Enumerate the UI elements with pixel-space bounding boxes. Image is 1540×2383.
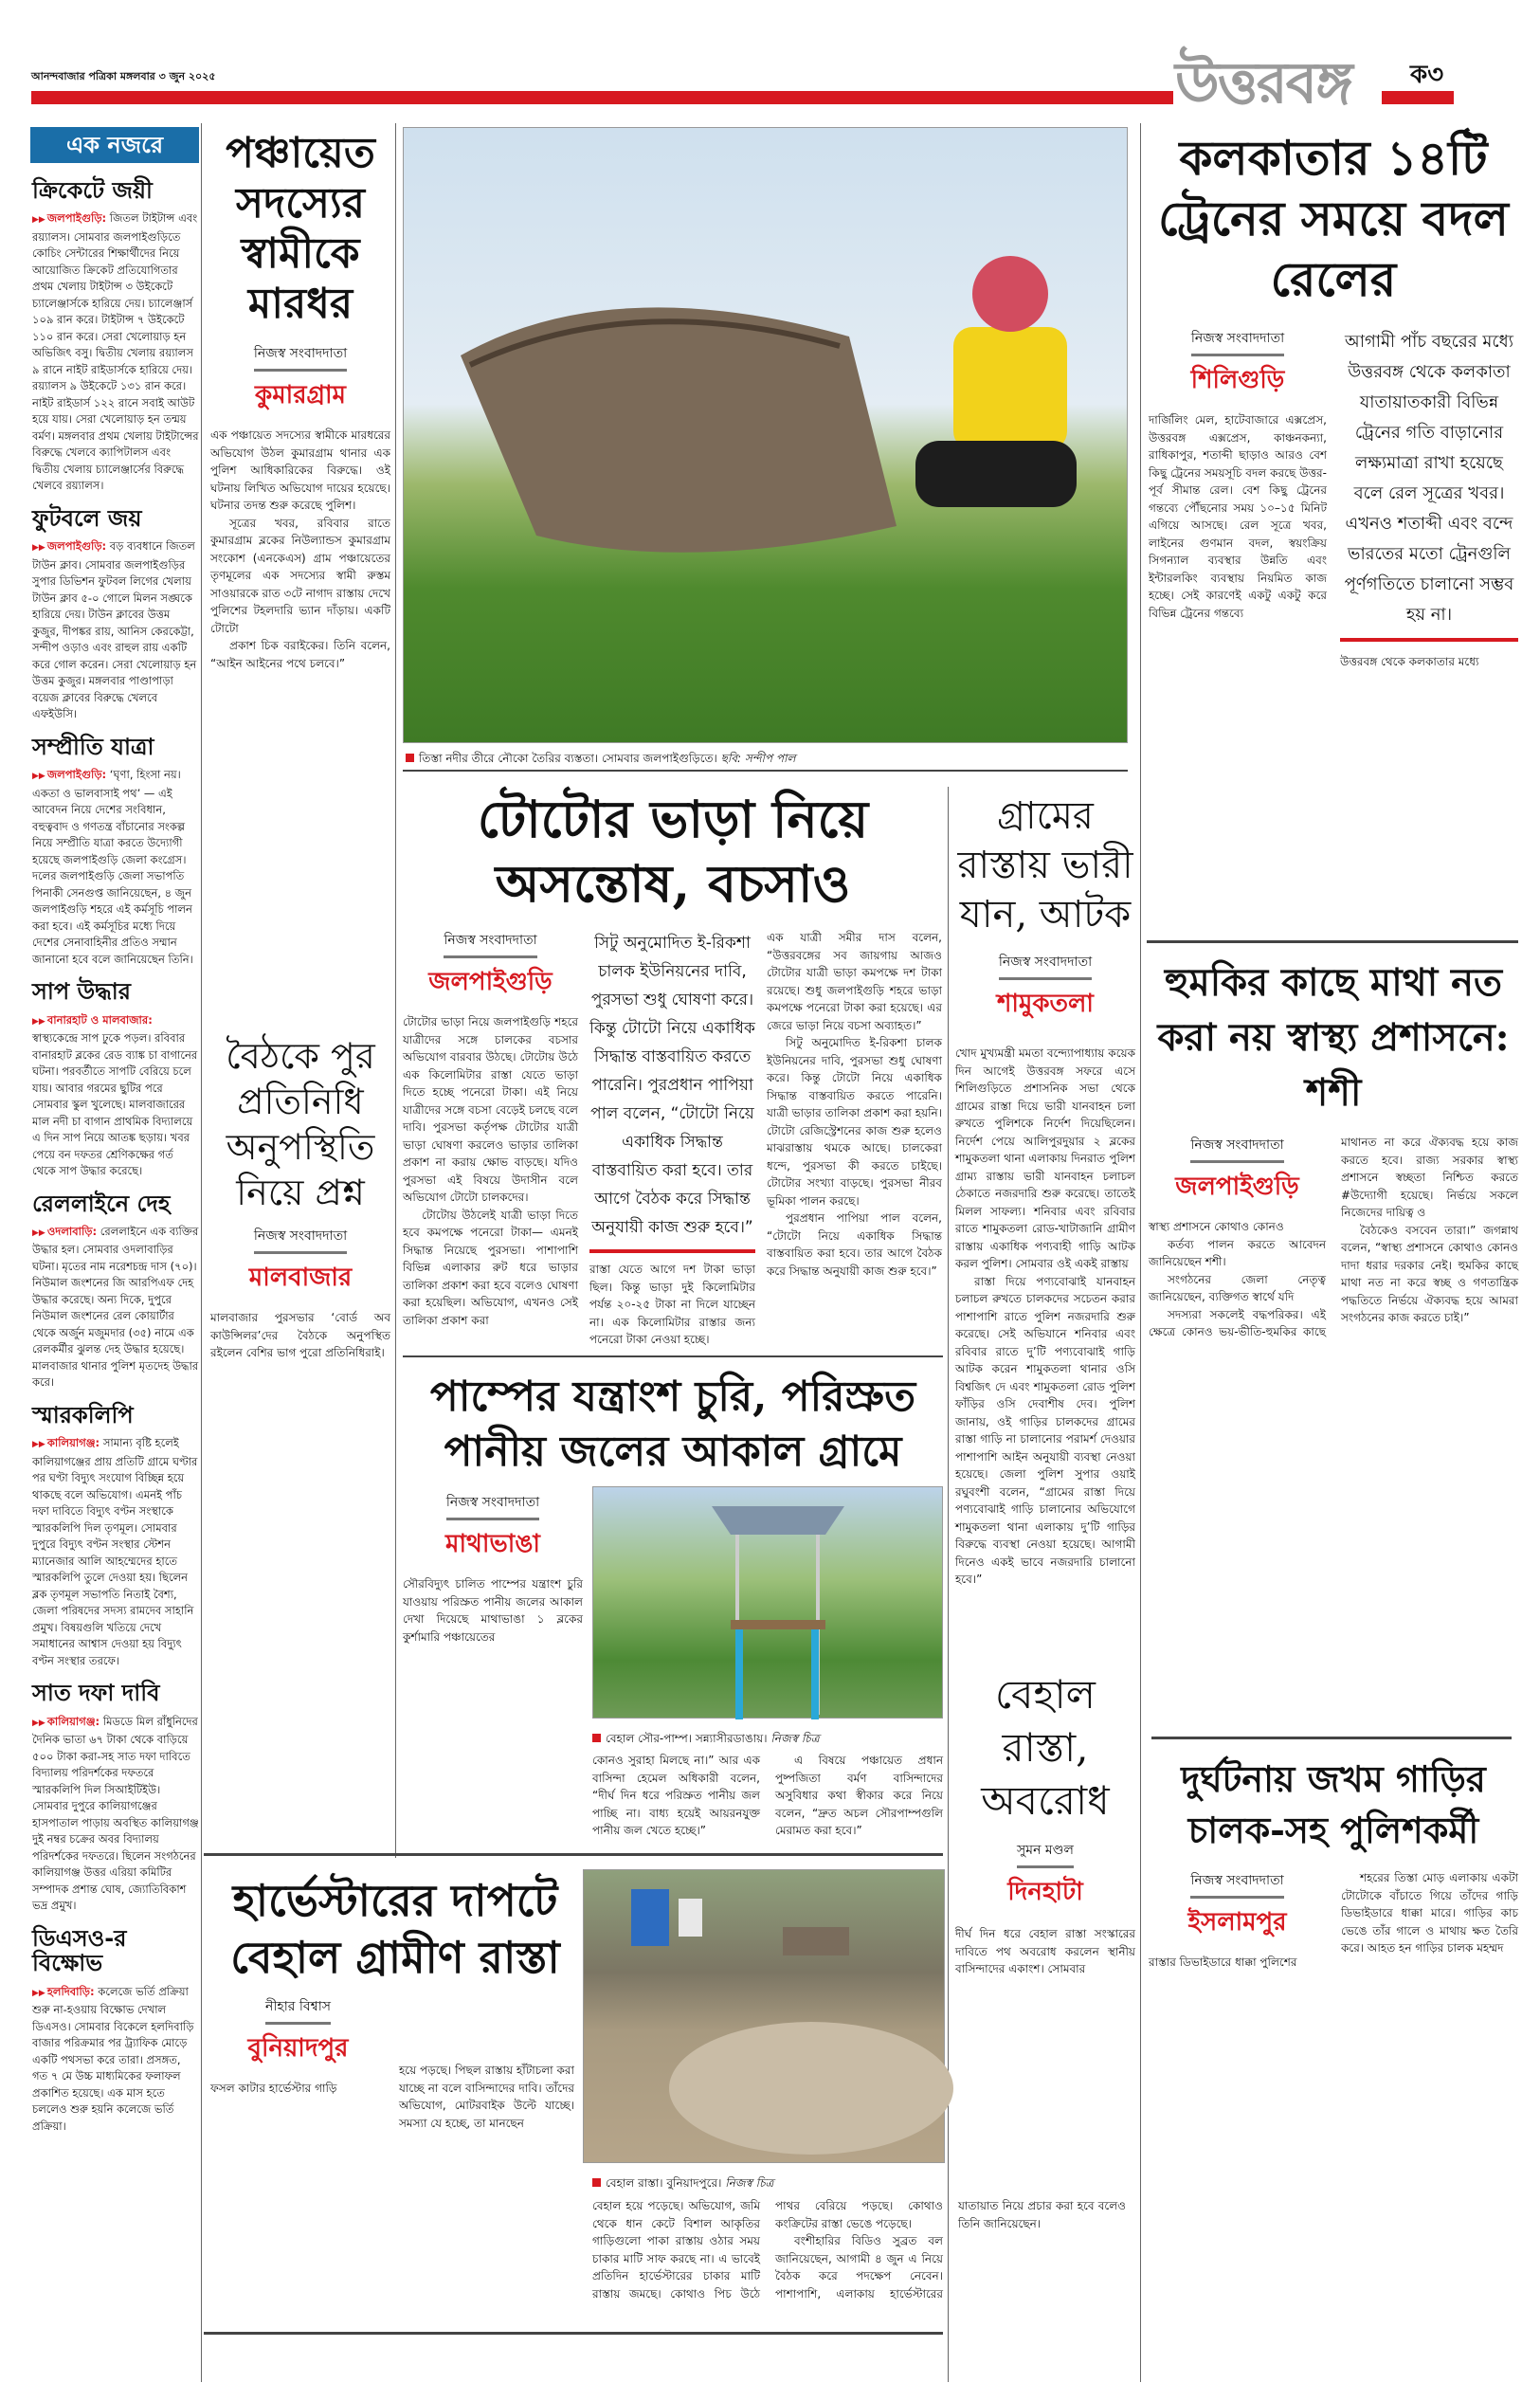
byline: নিজস্ব সংবাদদাতা	[1190, 1134, 1283, 1163]
brief-item	[32, 178, 199, 495]
byline: নিজস্ব সংবাদদাতা	[446, 1491, 539, 1520]
paragraph: বংশীহারির বিডিও সুব্রত বল জানিয়েছেন, আগামী ৪ জুন এ নিয়ে বৈঠক করে পদক্ষেপ নেবেন। পাশাপাশি, এলাকায় হার্ভেস্টারের যাতায়াত নিয়ে প্রচার করা হবে বলেও তিনি জানিয়েছেন।	[775, 2199, 1126, 2301]
pull-quote: সিটু অনুমোদিত ই-রিকশা চালক ইউনিয়নের দাবি, পুরসভা শুধু ঘোষণা করে। কিন্তু টোটো নিয়ে একাধিক সিদ্ধান্ত বাস্তবায়িত করতে পারেনি। পুরপ্রধান পাপিয়া পাল বলেন, “টোটো নিয়ে একাধিক সিদ্ধান্ত বাস্তবায়িত করা হবে। তার আগে বৈঠক করে সিদ্ধান্ত অনুযায়ী কাজ শুরু হবে।”	[589, 929, 755, 1253]
dateline: কুমারগ্রাম	[255, 381, 346, 409]
paragraph: উত্তরবঙ্গ থেকে কলকাতার মধ্যে	[1340, 655, 1479, 668]
caption-text: তিস্তা নদীর তীরে নৌকো তৈরির ব্যস্ততা। সোমবার জলপাইগুড়িতে।	[419, 752, 717, 765]
divider	[403, 1355, 943, 1357]
paragraph: এক যাত্রী সমীর দাস বলেন, “উত্তরবঙ্গের সব জায়গায় আজও টোটোর যাত্রী ভাড়া কমপক্ষে দশ টাকা রয়েছে। শুধু জলপাইগুড়ি শহরে ভাড়া কমপক্ষে পনেরো টাকা করা হয়েছে। এর জেরে ভাড়া নিয়ে বচসা অব্যাহত।”	[767, 931, 942, 1032]
brief-text: জিতল টাইটান্স এবং রয়্যালস। সোমবার জলপাইগুড়িতে কোচিং সেন্টারের শিক্ষার্থীদের নিয়ে আয়োজিত ক্রিকেট প্রতিযোগিতার প্রথম খেলায় টাইটান্স ৩ উইকেটে চ্যালেঞ্জার্সকে হারিয়ে দেয়। চ্যালেঞ্জার্স ১০৯ রান করে। টাইটান্স ৭ উইকেটে ১১০ রান করে। সেরা খেলোয়াড় হন অভিজিৎ বসু। দ্বিতীয় খেলায় রয়্যালস ৯ রানে নাইট রাইডার্সকে হারিয়ে দেয়। রয়্যালস ৯ উইকেটে ১৩১ রান করে। নাইট রাইডার্স ১২২ রানে সবাই আউট হয়ে যায়। সেরা খেলোয়াড় হন তন্ময় বর্মণ। মঙ্গলবার প্রথম খেলায় টাইটান্সের বিরুদ্ধে খেলবে ক্যাপিটালস এবং দ্বিতীয় খেলায় চ্যালেঞ্জার্সের বিরুদ্ধে খেলবে রয়্যালস।	[32, 211, 199, 493]
story-body	[403, 1575, 583, 1803]
caption-text: বেহাল সৌর-পাম্প। সন্ন্যাসীরডাঙায়।	[606, 1732, 768, 1745]
dateline: জলপাইগুড়ি	[428, 968, 553, 996]
paragraph: সদস্যরা সকলেই বদ্ধপরিকর। এই ক্ষেত্রে কোনও ভয়-ভীতি-হুমকির কাছে মাথানত না করে ঐক্যবদ্ধ হয়ে কাজ করতে হবে। রাজ্য সরকার স্বাস্থ্য প্রশাসনে স্বচ্ছতা নিশ্চিত করতে #উদ্যোগী হয়েছে। নির্ভয়ে সকলে নিজেদের দায়িত্ব ও	[1149, 1136, 1518, 1338]
column-rule	[395, 123, 396, 1858]
byline: নিজস্ব সংবাদদাতা	[444, 929, 536, 958]
byline: নিজস্ব সংবাদদাতা	[254, 342, 347, 372]
column-rule	[1140, 123, 1141, 2382]
section-logo: উত্তরবঙ্গ	[1175, 50, 1351, 117]
dateline: মাথাভাঙা	[445, 1530, 540, 1558]
divider	[1147, 940, 1518, 943]
paragraph: শহরের তিস্তা মোড় এলাকায় একটা টোটোকে বাঁচাতে গিয়ে তাঁদের গাড়ি ডিভাইডারে ধাক্কা মারে। গাড়ির কাচ ভেঙে তাঁর গালে ও মাথায় ক্ষত তৈরি করে। আহত হন গাড়ির চালক মহম্মদ	[1341, 1871, 1518, 1955]
byline: নিজস্ব সংবাদদাতা	[999, 951, 1092, 980]
divider	[204, 1853, 943, 1856]
photo-credit: নিজস্ব চিত্র	[725, 2176, 774, 2190]
brief-place: ▶▶ ওদলাবাড়ি:	[32, 1225, 97, 1238]
brief-text: ‘ঘৃণা, হিংসা নয়। একতা ও ভালবাসাই পথ’ — এই আবেদন নিয়ে দেশের সংবিধান, বহুত্ববাদ ও গণতন্ত্র বাঁচানোর সংকল্প নিয়ে সম্প্রীতি যাত্রা করতে উদ্যোগী হয়েছে জলপাইগুড়ি জেলা কংগ্রেস। দলের জলপাইগুড়ি জেলা সভাপতি পিনাকী সেনগুপ্ত জানিয়েছেন, ৪ জুন জলপাইগুড়ি শহরে এই কর্মসূচি পালন করা হবে। এই কর্মসূচির মধ্যে দিয়ে দেশের সেনাবাহিনীর প্রতিও সম্মান জানানো হবে বলে জানিয়েছেন তিনি।	[32, 768, 193, 966]
story-boithoke	[210, 1033, 390, 1811]
story-humki	[1149, 955, 1518, 1740]
headline: গ্রামের রাস্তায় ভারী যান, আটক	[957, 794, 1133, 937]
story-body	[1149, 1869, 1518, 2372]
road-photo-caption	[592, 2175, 773, 2194]
brief-headline: সাত দফা দাবি	[32, 1680, 160, 1707]
brief-text: বড় ব্যবধানে জিতল টাউন ক্লাব। সোমবার জলপাইগুড়ির সুপার ডিভিশন ফুটবল লিগের খেলায় টাউন ক্লাব ৫-০ গোলে মিলন সঙ্ঘকে হারিয়ে দেয়। টাউন ক্লাবের উত্তম কুজুর, দীপঙ্কর রায়, আনিস কেরকেট্টা, সন্দীপ ওড়াও এবং রাহুল রায় একটি করে গোল করেন। সেরা খেলোয়াড় হন উত্তম কুজুর। মঙ্গলবার পাণ্ডাপাড়া বয়েজ ক্লাবের বিরুদ্ধে খেলবে এফইউসি।	[32, 539, 197, 721]
brief-item	[32, 506, 199, 723]
brief-item	[32, 1926, 199, 2135]
caption-text: বেহাল রাস্তা। বুনিয়াদপুরে।	[606, 2176, 722, 2190]
story-kolkata	[1149, 128, 1518, 904]
headline: হুমকির কাছে মাথা নত করা নয় স্বাস্থ্য প্রশাসনে: শশী	[1157, 960, 1510, 1115]
paragraph: সিটু অনুমোদিত ই-রিকশা চালক ইউনিয়নের দাবি, পুরসভা শুধু ঘোষণা করে। কিন্তু টোটো নিয়ে একাধিক সিদ্ধান্ত বাস্তবায়িত করতে পারেনি। যাত্রী ভাড়ার তালিকা প্রকাশ করা হয়নি। টোটো রেজিস্ট্রেশনের কাজ শুরু হলেও মাঝরাস্তায় থমকে আছে। চালকেরা ধন্দে, পুরসভা কী করতে চাইছে। টোটোর সংখ্যা বাড়ছে। পুরসভা নীরব ভূমিকা পালন করছে।	[767, 1036, 942, 1208]
paragraph: হয়ে পড়ছে। পিছল রাস্তায় হাঁটাচলা করা যাচ্ছে না বলে বাসিন্দাদের দাবি। তাঁদের অভিযোগ, মোটরবাইক উল্টে যাচ্ছে। সমস্যা যে হচ্ছে, তা মানছেন	[399, 2064, 574, 2130]
brief-headline: সম্প্রীতি যাত্রা	[32, 733, 154, 760]
paragraph: কর্তব্য পালন করতে আবেদন জানিয়েছেন শশী।	[1149, 1237, 1326, 1268]
headline: বেহাল রাস্তা, অবরোধ	[981, 1671, 1110, 1824]
brief-text: কলেজে ভর্তি প্রক্রিয়া শুরু না-হওয়ায় বিক্ষোভ দেখাল ডিএসও। সোমবার বিকেলে হলদিবাড়ি বাজার পরিক্রমার পর ট্র্যাফিক মোড়ে একটি পথসভা করে তারা। প্রসঙ্গত, গত ৭ মে উচ্চ মাধ্যমিকের ফলাফল প্রকাশিত হয়েছে। এক মাস হতে চললেও শুরু হয়নি কলেজে ভর্তি প্রক্রিয়া।	[32, 1984, 194, 2133]
story-body	[210, 1309, 390, 1811]
story-body	[210, 427, 390, 986]
paragraph: কোনও সুরাহা মিলছে না।” আর এক বাসিন্দা হেমেল অধিকারী বলেন, “দীর্ঘ দিন ধরে পরিস্রুত পানীয় জল পাচ্ছি না। বাধ্য হয়েই আয়রনযুক্ত পানীয় জল খেতে হচ্ছে।”	[592, 1754, 760, 1837]
paragraph: সূত্রের খবর, রবিবার রাতে কুমারগ্রাম ব্লকের নিউল্যান্ডস কুমারগ্রাম সংকোশ (এনকেএস) গ্রাম পঞ্চায়েতের তৃণমূলের এক সদস্যের স্বামী রুস্তম সাওয়ারকে রাত ৩টে নাগাদ রাস্তায় দেখে পুলিশের টহলদারি ভ্যান দাঁড়ায়। একটি টোটো	[210, 516, 390, 635]
paragraph: স্বাস্থ্য প্রশাসনে কোথাও কোনও	[1149, 1220, 1284, 1233]
dateline: শামুকতলা	[997, 990, 1094, 1018]
date-line: আনন্দবাজার পত্রিকা মঙ্গলবার ৩ জুন ২০২৫	[31, 70, 216, 82]
byline: নিজস্ব সংবাদদাতা	[254, 1225, 347, 1254]
paragraph: এ বিষয়ে পঞ্চায়েত প্রধান পুষ্পজিতা বর্মণ বাসিন্দাদের অসুবিধার কথা স্বীকার করে নিয়ে বলেন, “দ্রুত অচল সৌরপাম্পগুলি মেরামত করা হবে।”	[775, 1754, 943, 1837]
photo-credit: ছবি: সন্দীপ পাল	[720, 752, 796, 765]
byline: নিজস্ব সংবাদদাতা	[1191, 327, 1284, 356]
paragraph: খোদ মুখ্যমন্ত্রী মমতা বন্দ্যোপাধ্যায় কয়েক দিন আগেই উত্তরবঙ্গ সফরে এসে শিলিগুড়িতে প্রশাসনিক সভা থেকে গ্রামের রাস্তা দিয়ে ভারী যানবাহন চলা রুখতে পুলিশকে নির্দেশ দিয়েছিলেন। নির্দেশ পেয়ে আলিপুরদুয়ার ২ ব্লকের শামুকতলা থানা এলাকায় দিনরাত পুলিশ গ্রাম্য রাস্তায় ভারী যানবাহন চলাচল ঠেকাতে নজরদারি শুরু করেছে। তাতেই মিলল সাফল্য। শনিবার এবং রবিবার রাতে শামুকতলা রোড-খাটাজানি গ্রামীণ রাস্তায় একাধিক পণ্যবাহী গাড়ি আটক করল পুলিশ। সোমবার ওই একই রাস্তায়	[955, 1046, 1135, 1270]
brief-headline: ক্রিকেটে জয়ী	[32, 177, 153, 204]
brief-text: মিডডে মিল রাঁধুনিদের দৈনিক ভাতা ৬৭ টাকা থেকে বাড়িয়ে ৫০০ টাকা করা-সহ সাত দফা দাবিতে বিদ্যালয় পরিদর্শকের দফতরে স্মারকলিপি দিল সিআইটিইউ। সোমবার দুপুরে কালিয়াগঞ্জের হাসপাতাল পাড়ায় অবস্থিত কালিয়াগঞ্জ দুই নম্বর চক্রের অবর বিদ্যালয় পরিদর্শকের দফতরে। ছিলেন সংগঠনের কালিয়াগঞ্জ উত্তর এরিয়া কমিটির সম্পাদক প্রশান্ত ঘোষ, জ্যোতিবিকাশ ভদ্র প্রমুখ।	[32, 1714, 199, 1913]
brief-item	[32, 1681, 199, 1914]
brief-item	[32, 735, 199, 968]
paragraph: মালবাজার পুরসভার ‘বোর্ড অব কাউন্সিলর’দের বৈঠকে অনুপস্থিত রইলেন বেশির ভাগ পুরো প্রতিনিধিরাই।	[210, 1311, 390, 1359]
column-rule	[201, 123, 202, 2382]
paragraph: টোটোয় উঠলেই যাত্রী ভাড়া দিতে হবে কমপক্ষে পনেরো টাকা— এমনই সিদ্ধান্ত নিয়েছে পুরসভা। পাশাপাশি বিভিন্ন এলাকার রুট ধরে ভাড়ার তালিকা প্রকাশ করা হবে বলেও ঘোষণা করা হয়েছিল। অভিযোগ, এখনও সেই তালিকা প্রকাশ করা	[403, 1208, 578, 1327]
brief-item	[32, 1403, 199, 1669]
story-toto	[403, 787, 943, 1469]
story-body	[955, 1925, 1135, 2352]
brief-headline: সাপ উদ্ধার	[32, 978, 131, 1006]
story-panchayat	[210, 128, 390, 986]
paragraph: রাস্তার ডিভাইডারে ধাক্কা পুলিশের	[1149, 1956, 1297, 1969]
brief-place: ▶▶ কালিয়াগঞ্জ:	[32, 1436, 100, 1449]
boat-illustration	[404, 128, 1129, 744]
header-red-bar	[31, 91, 1173, 104]
dateline: শিলিগুড়ি	[1190, 366, 1285, 394]
dateline: দিনহাটা	[1007, 1878, 1083, 1906]
harvester-body-bottom	[592, 2197, 1126, 2330]
dateline: বুনিয়াদপুর	[247, 2034, 349, 2063]
story-body	[589, 1261, 755, 1346]
brief-list	[32, 169, 199, 2146]
brief-text: সামান্য বৃষ্টি হলেই কালিয়াগঞ্জের প্রায় প্রতিটি গ্রামে ঘণ্টার পর ঘণ্টা বিদ্যুৎ সংযোগ বিচ্ছিন্ন হয়ে থাকছে বলে অভিযোগ। এমনই পাঁচ দফা দাবিতে বিদ্যুৎ বণ্টন সংস্থাকে স্মারকলিপি দিল তৃণমূল। সোমবার দুপুরে বিদ্যুৎ বণ্টন সংস্থার স্টেশন ম্যানেজার আলি আহম্মেদের হাতে স্মারকলিপি তুলে দেওয়া হয়। ছিলেন ব্লক তৃণমূল সভাপতি নিতাই বৈশ্য, জেলা পরিষদের সদস্য রামদেব সাহানি প্রমুখ। বিষয়গুলি খতিয়ে দেখে সমাধানের আশ্বাস দেওয়া হয় বিদ্যুৎ বণ্টন সংস্থার তরফে।	[32, 1436, 198, 1667]
brief-place: ▶▶ কালিয়াগঞ্জ:	[32, 1715, 100, 1728]
paragraph: বেহাল হয়ে পড়েছে। অভিযোগ, জমি থেকে ধান কেটে বিশাল আকৃতির গাড়িগুলো পাকা রাস্তায় ওঠার সময় চাকার মাটি সাফ করছে না। এ ভাবেই প্রতিদিন হার্ভেস্টারের চাকার মাটি রাস্তায় জমছে। কোথাও পিচ উঠে পাথর বেরিয়ে পড়ছে। কোথাও কংক্রিটের রাস্তা ভেঙে পড়েছে।	[592, 2199, 943, 2301]
brief-text: রেললাইনে এক ব্যক্তির উদ্ধার হল। সোমবার ওদলাবাড়ির ঘটনা। মৃতের নাম নরেশচন্দ্র দাস (৭০)। নিউমাল জংশনের জি আরপিএফ দেহ উদ্ধার করেছে। অন্য দিকে, দুপুরে নিউমাল জংশনের রেল কোয়ার্টার থেকে অর্জুন মজুমদার (৩৫) নামে এক রেলকর্মীর ঝুলন্ত দেহ উদ্ধার হয়েছে। মালবাজার থানার পুলিশ মৃতদেহ উদ্ধার করে।	[32, 1224, 199, 1390]
headline: পাম্পের যন্ত্রাংশ চুরি, পরিস্রুত পানীয় জলের আকাল গ্রামে	[429, 1373, 916, 1476]
paragraph: রাস্তা দিয়ে পণ্যবোঝাই যানবাহন চলাচল রুখতে চালকদের সচেতন করার পাশাপাশি রাতে পুলিশ নজরদারি শুরু করেছে। সেই অভিযানে শনিবার এবং রবিবার রাতে দু’টি পণ্যবোঝাই গাড়ি আটক করেন শামুকতলা থানার ওসি বিশ্বজিৎ দে এবং শামুকতলা রোড পুলিশ ফাঁড়ির ওসি দেবাশীষ দেব। পুলিশ জানায়, ওই গাড়ির চালকদের গ্রামের রাস্তা গাড়ি না চালানোর পরামর্শ দেওয়ার পাশাপাশি আইন অনুযায়ী ব্যবস্থা নেওয়া হয়েছে। জেলা পুলিশ সুপার ওয়াই রঘুবংশী বলেন, “গ্রামের রাস্তা দিয়ে পণ্যবোঝাই গাড়ি চালানোর অভিযোগে শামুকতলা থানা এলাকায় দু’টি গাড়ির বিরুদ্ধে ব্যবস্থা নেওয়া হয়েছে। আগামী দিনেও একই ভাবে নজরদারি চালানো হবে।”	[955, 1274, 1135, 1586]
pump-photo	[592, 1486, 943, 1719]
story-body	[403, 1013, 578, 1411]
headline: কলকাতার ১৪টি ট্রেনের সময়ে বদল রেলের	[1158, 130, 1509, 307]
story-harvester	[210, 1872, 580, 2383]
column-rule	[948, 787, 949, 2382]
headline: হার্ভেস্টারের দাপটে বেহাল গ্রামীণ রাস্তা	[230, 1875, 560, 1983]
headline: পঞ্চায়েত সদস্যের স্বামীকে মারধর	[226, 129, 375, 328]
story-body	[399, 1995, 574, 2365]
brief-place: ▶▶ জলপাইগুড়ি:	[32, 539, 106, 553]
brief-headline: ডিএসও-র বিক্ষোভ	[32, 1924, 127, 1977]
dateline: জলপাইগুড়ি	[1175, 1173, 1299, 1201]
story-body	[210, 2080, 386, 2383]
brief-item	[32, 979, 199, 1179]
pull-quote: আগামী পাঁচ বছরের মধ্যে উত্তরবঙ্গ থেকে কলকাতা যাতায়াতকারী বিভিন্ন ট্রেনের গতি বাড়ানোর লক্ষ্যমাত্রা রাখা হয়েছে বলে রেল সূত্রের খবর। এখনও শতাব্দী এবং বন্দে ভারতের মতো ট্রেনগুলি পূর্ণগতিতে চালানো সম্ভব হয় না।	[1340, 327, 1518, 642]
brief-place: ▶▶ জলপাইগুড়ি:	[32, 211, 106, 225]
divider	[1151, 1737, 1512, 1739]
brief-headline: ফুটবলে জয়	[32, 504, 142, 532]
paragraph: রাস্তা যেতে আগে দশ টাকা ভাড়া ছিল। কিন্তু ভাড়া দুই কিলোমিটার পর্যন্ত ২০-২৫ টাকা না দিলে যাচ্ছেন না। এক কিলোমিটার রাস্তার জন্য পনেরো টাকা নেওয়া হচ্ছে।	[589, 1263, 755, 1346]
paragraph: প্রকাশ চিক বরাইকের। তিনি বলেন, “আইন আইনের পথে চলবে।”	[210, 639, 390, 670]
brief-place: ▶▶ হলদিবাড়ি:	[32, 1985, 95, 1998]
paragraph: বৈঠকেও বসবেন তারা।” জগন্নাথ বলেন, “স্বাস্থ্য প্রশাসনে কোথাও কোনও দাদা ধরার দরকার নেই। হুমকির কাছে মাথা নত না করে স্বচ্ছ ও গণতান্ত্রিক পদ্ধতিতে নির্ভয়ে ঐক্যবদ্ধ হয়ে আমরা সংগঠনের কাজ করতে চাই।”	[1341, 1223, 1518, 1324]
main-photo	[403, 127, 1128, 743]
headline: বৈঠকে পুর প্রতিনিধি অনুপস্থিতি নিয়ে প্রশ্ন	[226, 1035, 375, 1213]
brief-place: ▶▶ জলপাইগুড়ি:	[32, 768, 106, 781]
brief-place: ▶▶ বানারহাট ও মালবাজার:	[32, 1013, 153, 1027]
byline: নিজস্ব সংবাদদাতা	[1190, 1869, 1283, 1899]
paragraph: টোটোর ভাড়া নিয়ে জলপাইগুড়ি শহরে যাত্রীদের সঙ্গে চালকের বচসার অভিযোগ বারবার উঠছে। টোটোয় উঠে এক কিলোমিটার রাস্তা যেতে ভাড়া দিতে হচ্ছে পনেরো টাকা। এই নিয়ে যাত্রীদের সঙ্গে বচসা বেড়েই চলছে বলে দাবি। পুরসভা কর্তৃপক্ষ টোটোর যাত্রী ভাড়া ঘোষণা করলেও ভাড়ার তালিকা প্রকাশ না করায় ক্ষোভ বাড়ছে। যদিও পুরসভা এই বিষয়ে উদাসীন বলে অভিযোগ টোটো চালকদের।	[403, 1015, 578, 1204]
byline: সুমন মণ্ডল	[1017, 1839, 1074, 1868]
paragraph: ফসল কাটার হার্ভেস্টার গাড়ি	[210, 2082, 337, 2095]
paragraph: এক পঞ্চায়েত সদস্যের স্বামীকে মারধরের অভিযোগ উঠল কুমারগ্রাম থানার এক পুলিশ আধিকারিকের বিরুদ্ধে। ওই ঘটনায় লিখিত অভিযোগ দায়ের হয়েছে। ঘটনার তদন্ত শুরু করেছে পুলিশ।	[210, 428, 390, 512]
paragraph: পুরপ্রধান পাপিয়া পাল বলেন, “টোটো নিয়ে একাধিক সিদ্ধান্ত বাস্তবায়িত করা হবে। তার আগে বৈঠক করে সিদ্ধান্ত অনুযায়ী কাজ শুরু হবে।”	[767, 1211, 942, 1278]
paragraph: দীর্ঘ দিন ধরে বেহাল রাস্তা সংস্কারের দাবিতে পথ অবরোধ করলেন স্থানীয় বাসিন্দাদের একাংশ। সোমবার	[955, 1927, 1135, 1975]
paragraph: দার্জিলিং মেল, হাটেবাজারে এক্সপ্রেস, উত্তরবঙ্গ এক্সপ্রেস, কাঞ্চনকন্যা, রাধিকাপুর, শতাব্দী ছাড়াও আরও বেশ কিছু ট্রেনের সময়সূচি বদল করছে উত্তর-পূর্ব সীমান্ত রেল। বেশ কিছু ট্রেনের গন্তব্যে পৌঁছনোর সময় ১০–১৫ মিনিট এগিয়ে আসছে। রেল সূত্রে খবর, লাইনের গুণমান বদল, স্বয়ংক্রিয় সিগন্যাল ব্যবস্থার উন্নতি এবং ইন্টারলকিং ব্যবস্থায় নিয়মিত কাজ হচ্ছে। সেই কারণেই একটু একটু করে বিভিন্ন ট্রেনের গন্তব্যে	[1149, 413, 1327, 620]
dateline: ইসলামপুর	[1187, 1908, 1287, 1937]
dateline: মালবাজার	[248, 1264, 353, 1292]
brief-headline: রেললাইনে দেহ	[32, 1190, 171, 1217]
story-durghotona	[1149, 1754, 1518, 2372]
story-body	[1340, 653, 1518, 871]
story-body	[1149, 1134, 1518, 1740]
brief-headline: স্মারকলিপি	[32, 1401, 134, 1428]
byline: নীহার বিশ্বাস	[265, 1995, 331, 2025]
divider	[403, 770, 1128, 772]
brief-item	[32, 1192, 199, 1392]
page-number: ক৩	[1410, 61, 1444, 89]
divider	[204, 2332, 943, 2335]
solar-pump-illustration	[593, 1487, 944, 1719]
road-photo	[583, 1869, 945, 2163]
main-photo-caption	[406, 751, 795, 770]
paragraph: সংগঠনের জেলা নেতৃত্ব জানিয়েছেন, ব্যক্তিগত স্বার্থে যদি	[1149, 1272, 1326, 1303]
headline: দুর্ঘটনায় জখম গাড়ির চালক-সহ পুলিশকর্মী	[1181, 1757, 1486, 1851]
headline: টোটোর ভাড়া নিয়ে অসন্তোষ, বচসাও	[477, 789, 869, 914]
story-body	[1149, 411, 1327, 904]
photo-credit: নিজস্ব চিত্র	[770, 1732, 820, 1745]
brief-section-title: এক নজরে	[30, 127, 199, 163]
pump-body-bottom	[592, 1752, 943, 1842]
pump-photo-caption	[592, 1731, 820, 1750]
paragraph: সৌরবিদ্যুৎ চালিত পাম্পের যন্ত্রাংশ চুরি যাওয়ায় পরিস্রুত পানীয় জলের আকাল দেখা দিয়েছে মাথাভাঙা ১ ব্লকের কুর্শামারি পঞ্চায়েতের	[403, 1577, 583, 1644]
brief-text: স্বাস্থ্যকেন্দ্রে সাপ ঢুকে পড়ল। রবিবার বানারহাট ব্লকের রেড ব্যাঙ্ক চা বাগানের ঘটনা। পরবর্তীতে সাপটি বেরিয়ে চলে যায়। আবার গরমের ছুটির পরে সোমবার স্কুল খুলেছে। মালবাজারের মাল নদী চা বাগান প্রাথমিক বিদ্যালয়ে এ দিন সাপ নিয়ে আতঙ্ক ছড়ায়। খবর পেয়ে বন দফতর শ্রেণিকক্ষের গর্ত থেকে সাপ উদ্ধার করেছে।	[32, 1031, 198, 1178]
story-behal	[955, 1668, 1135, 2352]
muddy-road-illustration	[584, 1870, 946, 2164]
